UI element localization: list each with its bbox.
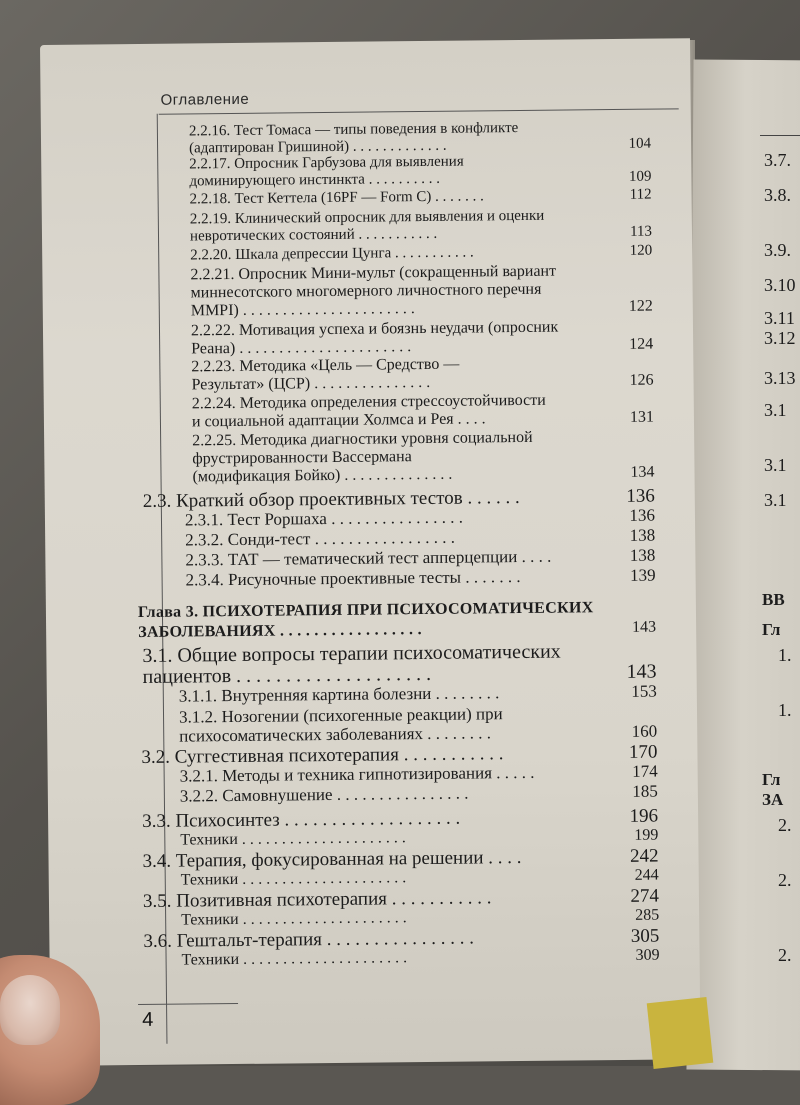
- toc-entry: [138, 598, 594, 643]
- toc-entry: [142, 809, 460, 832]
- toc-entry-line: 2.2.23. Методика «Цель — Средство —: [191, 355, 460, 376]
- toc-entry-line: доминирующего инстинкта . . . . . . . . . .: [189, 170, 440, 190]
- toc-page-number: 120: [629, 242, 653, 259]
- toc-page-number: 109: [628, 168, 652, 185]
- toc-entry-line: 2.2.21. Опросник Мини-мульт (сокращенный вариант: [190, 262, 557, 284]
- toc-entry: [192, 429, 533, 487]
- toc-page-number: 143: [632, 618, 657, 636]
- toc-page-number: 139: [629, 565, 656, 585]
- toc-entry-line: пациентов . . . . . . . . . . . . . . . . . . . .: [142, 662, 432, 688]
- page-header: Оглавление: [160, 90, 250, 109]
- toc-entry: [190, 188, 484, 208]
- toc-entry: [180, 829, 406, 849]
- toc-entry-line: 2.3.4. Рисуночные проективные тесты . . . . . . .: [185, 566, 521, 590]
- right-page-rule: [760, 135, 800, 136]
- toc-entry-line: 2.2.25. Методика диагностики уровня социальной: [192, 428, 533, 450]
- right-page-fragment: 3.1: [764, 490, 787, 510]
- toc-page-number: 199: [634, 826, 659, 844]
- toc-page-number: 136: [626, 485, 655, 507]
- toc-entry: [189, 120, 519, 157]
- toc-entry-line: Техники . . . . . . . . . . . . . . . . . . . . .: [180, 829, 406, 849]
- toc-page-number: 160: [631, 721, 658, 741]
- right-page-fragment: 3.11: [764, 308, 795, 328]
- toc-page-number: 138: [629, 545, 656, 565]
- toc-entry-line: миннесотского многомерного личностного перечня: [190, 280, 542, 302]
- toc-page-number: 104: [628, 135, 652, 152]
- toc-entry: [142, 848, 521, 872]
- page-number: 4: [142, 1008, 154, 1031]
- toc-entry: [143, 888, 492, 912]
- toc-page-number: 131: [629, 408, 655, 426]
- toc-entry-line: 2.2.20. Шкала депрессии Цунга . . . . . . . . . . .: [190, 244, 474, 264]
- toc-entry: [181, 869, 407, 889]
- toc-page-number: 134: [630, 463, 655, 481]
- toc-page-number: 196: [629, 805, 659, 827]
- book-cover-edge: [647, 997, 714, 1069]
- toc-entry-line: 2.2.18. Тест Кеттела (16PF — Form C) . . . . . . .: [189, 188, 484, 208]
- toc-entry-line: (модификация Бойко) . . . . . . . . . . . . . .: [192, 465, 453, 486]
- toc-entry-line: психосоматических заболеваниях . . . . . . . .: [179, 723, 492, 746]
- toc-entry: [182, 949, 408, 969]
- toc-entry: [192, 392, 546, 432]
- toc-entry-line: 2.2.16. Тест Томаса — типы поведения в конфликте: [188, 119, 519, 140]
- toc-entry: [190, 244, 474, 264]
- left-page: [40, 38, 701, 1066]
- right-page-fragment: Гл: [762, 620, 781, 639]
- toc-page-number: 113: [629, 223, 653, 240]
- toc-page-number: 124: [629, 335, 654, 353]
- toc-entry: [142, 642, 561, 688]
- toc-page-number: 174: [632, 761, 658, 781]
- toc-entry: [186, 568, 521, 590]
- toc-page-number: 143: [626, 660, 657, 683]
- toc-entry-line: 3.1.1. Внутренняя картина болезни . . . . . . . .: [178, 683, 500, 706]
- right-page-fragment: 3.12: [764, 328, 796, 348]
- toc-entry: [185, 529, 455, 550]
- toc-page-number: 153: [631, 681, 657, 701]
- toc-entry: [191, 356, 459, 395]
- toc-entry-line: Реана) . . . . . . . . . . . . . . . . . . . . . .: [191, 338, 412, 358]
- right-page-fragment: 1.: [778, 645, 792, 665]
- toc-entry-line: и социальной адаптации Холмса и Рея . . . .: [191, 410, 486, 431]
- right-page-fragment: 3.1: [764, 455, 787, 475]
- toc-page-number: 122: [628, 297, 653, 315]
- toc-entry-line: фрустрированности Вассермана: [192, 448, 412, 468]
- toc-entry-line: 3.1. Общие вопросы терапии психосоматических: [142, 640, 561, 667]
- toc-page-number: 138: [629, 525, 656, 545]
- toc-entry-line: Техники . . . . . . . . . . . . . . . . . . . . .: [180, 869, 407, 889]
- right-page-fragment: ВВ: [762, 590, 785, 609]
- toc-page-number: 136: [629, 505, 656, 525]
- right-page-fragment: Гл: [762, 770, 781, 789]
- toc-entry-line: 3.4. Терапия, фокусированная на решении . . . .: [142, 847, 522, 872]
- fingernail: [0, 975, 60, 1045]
- toc-entry: [180, 785, 469, 806]
- right-page-fragment: 2.: [778, 870, 792, 890]
- right-page-fragment: 3.1: [764, 400, 787, 420]
- toc-entry-line: 3.5. Позитивная психотерапия . . . . . . . . . . .: [142, 887, 492, 912]
- right-page: [686, 60, 800, 1071]
- right-page-fragment: 1.: [778, 700, 792, 720]
- toc-entry-line: 2.2.24. Методика определения стрессоустойчивости: [191, 391, 546, 413]
- toc-page-number: 170: [628, 741, 658, 763]
- toc-entry-line: Результат» (ЦСР) . . . . . . . . . . . . . . .: [191, 373, 431, 394]
- toc-entry: [189, 154, 464, 191]
- right-page-fragment: 3.9.: [764, 240, 791, 260]
- toc-page-number: 309: [635, 946, 660, 964]
- toc-entry-line: 2.2.19. Клинический опросник для выявления и оценки: [189, 207, 545, 228]
- toc-entry-line: 2.3. Краткий обзор проективных тестов . . . . . .: [142, 487, 520, 512]
- toc-entry-line: 3.6. Гештальт-терапия . . . . . . . . . . . . . . . .: [143, 927, 475, 952]
- toc-page-number: 242: [629, 845, 659, 867]
- toc-entry: [190, 263, 556, 321]
- toc-entry: [185, 509, 463, 530]
- toc-entry-line: 2.3.2. Сонди-тест . . . . . . . . . . . . . . . . .: [185, 527, 455, 550]
- toc-page-number: 274: [630, 885, 660, 907]
- toc-entry: [179, 704, 503, 745]
- toc-entry-line: 3.1.2. Нозогении (психогенные реакции) при: [178, 704, 503, 727]
- toc-entry-line: 3.2.2. Самовнушение . . . . . . . . . . . . . . . .: [179, 783, 469, 806]
- toc-entry: [190, 208, 545, 246]
- toc-page-number: 305: [630, 925, 660, 947]
- toc-entry: [181, 909, 407, 929]
- toc-entry-line: Техники . . . . . . . . . . . . . . . . . . . . .: [181, 949, 408, 969]
- toc-page-number: 112: [629, 186, 652, 203]
- toc-entry: [179, 684, 500, 705]
- right-page-fragment: ЗА: [762, 790, 784, 809]
- right-page-fragment: 3.7.: [764, 150, 791, 170]
- toc-entry-line: 3.2.1. Методы и техника гипнотизирования . . . . .: [179, 762, 535, 786]
- toc-entry-line: Глава 3. ПСИХОТЕРАПИЯ ПРИ ПСИХОСОМАТИЧЕСКИХ: [137, 599, 594, 622]
- right-page-fragment: 3.13: [764, 368, 796, 388]
- right-page-fragment: 2.: [778, 815, 792, 835]
- toc-entry: [191, 319, 559, 359]
- toc-entry-line: 2.3.3. ТАТ — тематический тест апперцепции . . . .: [185, 546, 552, 570]
- toc-entry-line: 2.3.1. Тест Роршаха . . . . . . . . . . . . . . . .: [184, 507, 463, 530]
- toc-page-number: 185: [632, 781, 658, 801]
- table-of-contents: [40, 38, 700, 1045]
- toc-entry-line: MMPI) . . . . . . . . . . . . . . . . . . . . . .: [190, 300, 415, 320]
- toc-entry-line: 3.2. Суггестивная психотерапия . . . . . . . . . . .: [141, 743, 504, 768]
- toc-page-number: 285: [635, 906, 660, 924]
- toc-entry-line: ЗАБОЛЕВАНИЯХ . . . . . . . . . . . . . . . . .: [138, 621, 422, 642]
- toc-entry-line: 2.2.17. Опросник Гарбузова для выявления: [189, 153, 464, 173]
- right-page-fragment: 3.8.: [764, 185, 791, 205]
- toc-entry-line: 2.2.22. Мотивация успеха и боязнь неудачи (опросник: [190, 318, 559, 340]
- right-page-fragment: 2.: [778, 945, 792, 965]
- toc-entry-line: 3.3. Психосинтез . . . . . . . . . . . . . . . . . . .: [142, 807, 461, 832]
- toc-entry: [185, 548, 551, 570]
- toc-entry-line: Техники . . . . . . . . . . . . . . . . . . . . .: [181, 909, 407, 929]
- right-page-fragment: 3.10: [764, 275, 796, 295]
- toc-page-number: 244: [634, 866, 659, 884]
- toc-entry-line: невротических состояний . . . . . . . . . . .: [189, 225, 438, 245]
- toc-entry-line: (адаптирован Гришиной) . . . . . . . . . . . . .: [189, 137, 447, 157]
- toc-entry: [180, 764, 535, 786]
- toc-page-number: 126: [629, 371, 654, 389]
- toc-entry: [143, 929, 474, 952]
